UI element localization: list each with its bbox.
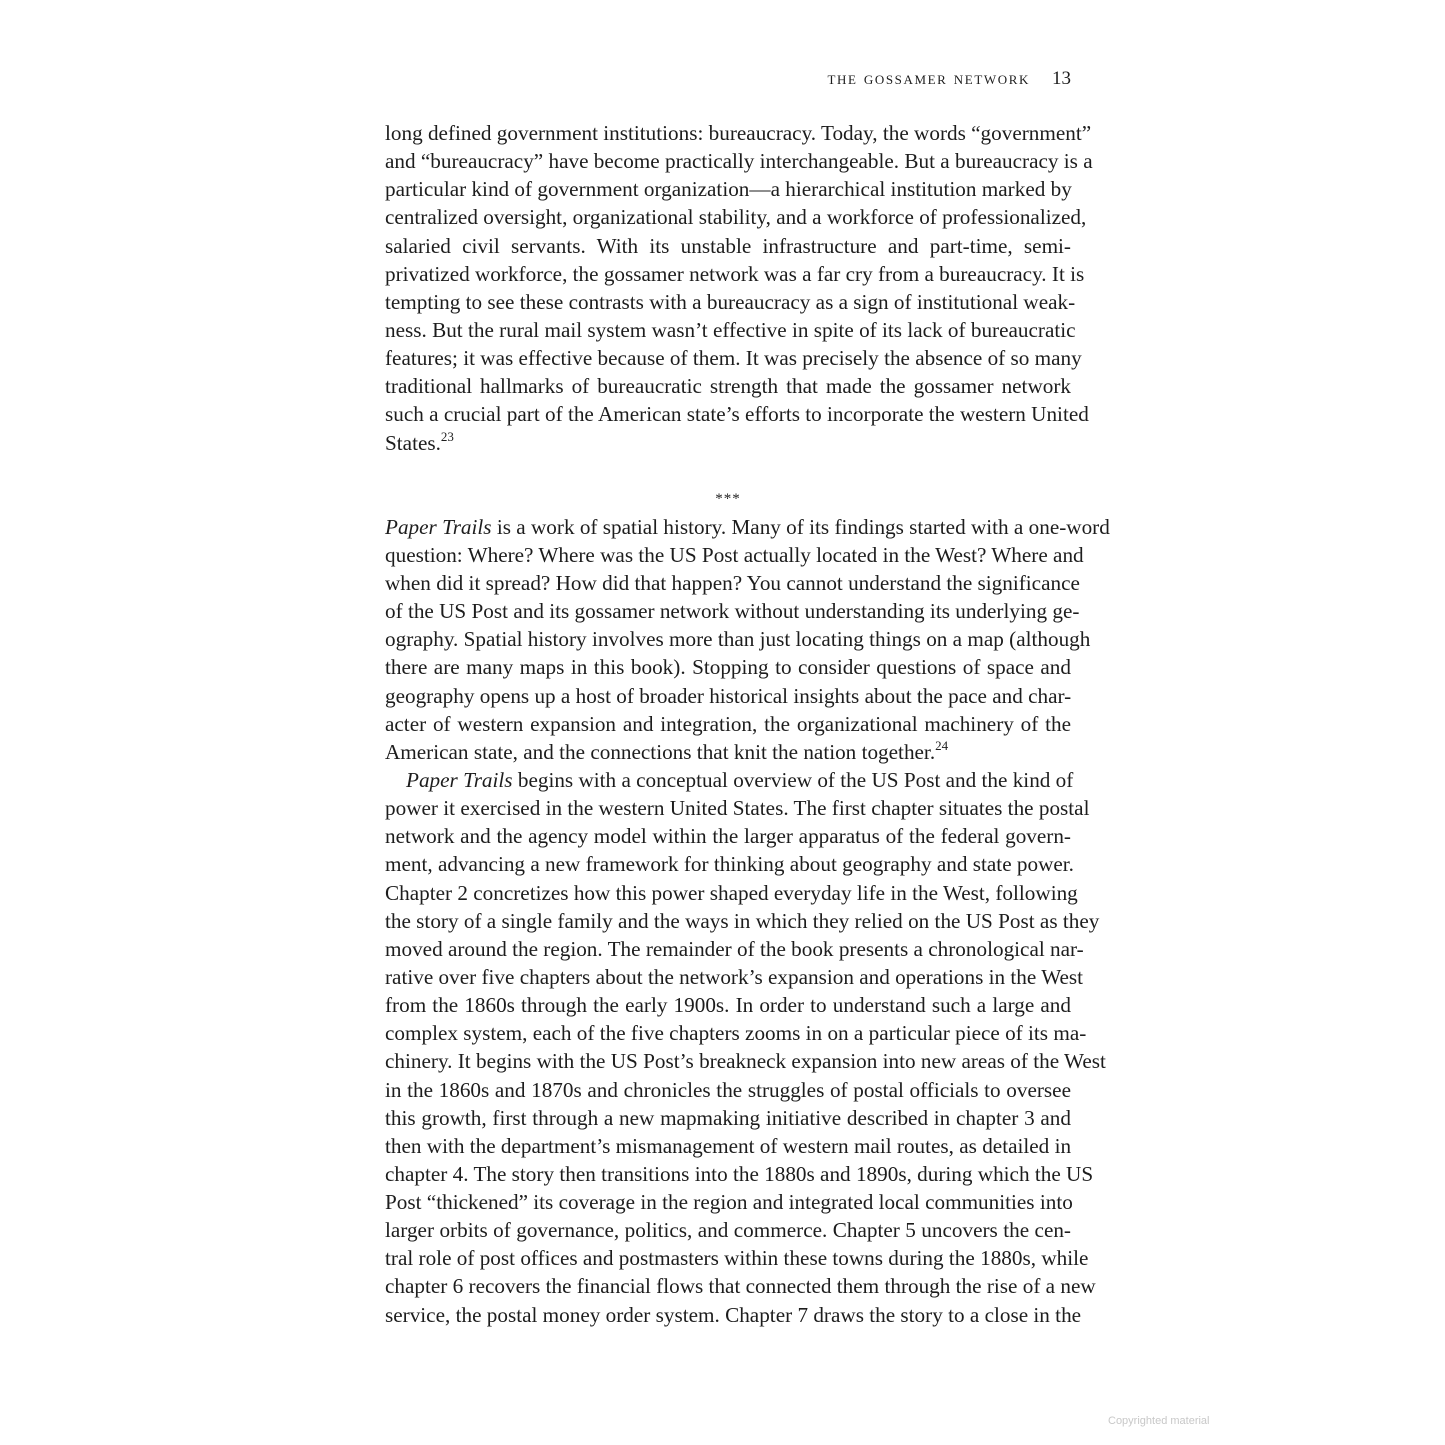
- text-line: [385, 850, 1074, 878]
- line-text: geography opens up a host of broader historical insights about the pace and char-: [385, 683, 1072, 708]
- line-text: ography. Spatial history involves more than just locating things on a map (although: [385, 627, 1091, 652]
- page-number: 13: [1052, 68, 1071, 89]
- text-line: [385, 794, 1090, 822]
- text-line: [385, 963, 1084, 991]
- text-line: tempting to see these contrasts with a bureaucracy as a sign of institutional weak-: [385, 289, 1076, 314]
- text-line: [385, 1019, 1087, 1047]
- text-line: [385, 1104, 1071, 1132]
- line-text: States.: [385, 430, 441, 455]
- paragraph-2: [385, 513, 1110, 766]
- line-text: tral role of post offices and postmasters within these towns during the 1880s, while: [385, 1246, 1089, 1271]
- line-text: of the US Post and its gossamer network without understanding its underlying ge-: [385, 599, 1080, 624]
- text-line: [385, 991, 1071, 1019]
- text-line: centralized oversight, organizational stability, and a workforce of professionalized,: [385, 205, 1087, 230]
- body-text: [385, 119, 1110, 1329]
- footnote-marker[interactable]: 23: [440, 428, 454, 444]
- line-text: complex system, each of the five chapters zooms in on a particular piece of its ma-: [385, 1021, 1087, 1046]
- text-line: [385, 822, 1071, 850]
- line-text: chapter 4. The story then transitions into the 1880s and 1890s, during which the US: [385, 1161, 1094, 1186]
- line-text: power it exercised in the western United States. The first chapter situates the postal: [385, 796, 1090, 821]
- line-text: begins with a conceptual overview of the US Post and the kind of: [512, 767, 1074, 792]
- text-line: [385, 429, 1071, 457]
- line-text: rative over five chapters about the network’s expansion and operations in the West: [385, 964, 1084, 989]
- copyright-watermark: Copyrighted material: [1108, 1415, 1210, 1427]
- text-line: [385, 710, 1071, 738]
- line-text: is a work of spatial history. Many of its findings started with a one-word: [491, 514, 1110, 539]
- line-text: larger orbits of governance, politics, and commerce. Chapter 5 uncovers the cen-: [385, 1218, 1071, 1243]
- text-line: privatized workforce, the gossamer network was a far cry from a bureaucracy. It is: [385, 261, 1085, 286]
- section-break: ***: [715, 490, 741, 507]
- text-line: [385, 625, 1091, 653]
- text-line: [385, 541, 1084, 569]
- text-line: [385, 1160, 1094, 1188]
- text-line: salaried civil servants. With its unstable infrastructure and part-time, semi-: [385, 233, 1071, 258]
- line-text: in the 1860s and 1870s and chronicles the struggles of postal officials to oversee: [385, 1077, 1071, 1102]
- line-text: this growth, first through a new mapmaking initiative described in chapter 3 and: [385, 1105, 1071, 1130]
- text-line: [385, 653, 1071, 681]
- text-line: particular kind of government organization—a hierarchical institution marked by: [385, 177, 1072, 202]
- line-text: then with the department’s mismanagement of western mail routes, as detailed in: [385, 1133, 1072, 1158]
- text-line: [385, 513, 1110, 541]
- line-text: chinery. It begins with the US Post’s breakneck expansion into new areas of the West: [385, 1049, 1106, 1074]
- paragraph-1: [385, 119, 1093, 457]
- line-text: question: Where? Where was the US Post actually located in the West? Where and: [385, 542, 1084, 567]
- running-head: [827, 68, 1071, 90]
- line-text: American state, and the connections that knit the nation together.: [385, 739, 936, 764]
- text-line: [385, 907, 1100, 935]
- text-line: ness. But the rural mail system wasn’t effective in spite of its lack of bureaucratic: [385, 317, 1076, 342]
- text-line: [385, 1047, 1106, 1075]
- text-line: [385, 597, 1080, 625]
- line-text: from the 1860s through the early 1900s. In order to understand such a large and: [385, 993, 1071, 1018]
- text-line: [385, 879, 1078, 907]
- text-line: [385, 682, 1071, 710]
- line-text: moved around the region. The remainder of the book presents a chronological nar-: [385, 936, 1084, 961]
- text-line: [385, 1132, 1071, 1160]
- text-line: [385, 1301, 1082, 1329]
- line-text: service, the postal money order system. Chapter 7 draws the story to a close in the: [385, 1302, 1082, 1327]
- line-text: chapter 6 recovers the financial flows that connected them through the rise of a new: [385, 1274, 1096, 1299]
- text-line: [385, 738, 1071, 766]
- text-line: and “bureaucracy” have become practically interchangeable. But a bureaucracy is a: [385, 149, 1093, 174]
- text-line: long defined government institutions: bureaucracy. Today, the words “government”: [385, 121, 1092, 145]
- text-line: [385, 1076, 1071, 1104]
- text-line: [385, 1272, 1096, 1300]
- text-line: [385, 935, 1084, 963]
- text-line: [385, 1188, 1071, 1216]
- running-title: the gossamer network: [827, 68, 1030, 89]
- line-text: when did it spread? How did that happen? You cannot understand the significance: [385, 570, 1080, 595]
- text-line: [385, 1244, 1089, 1272]
- book-title: Paper Trails: [385, 514, 492, 539]
- text-line: such a crucial part of the American state’s efforts to incorporate the western United: [385, 402, 1089, 427]
- line-text: there are many maps in this book). Stopping to consider questions of space and: [385, 655, 1071, 680]
- text-line: [385, 1216, 1071, 1244]
- text-line: features; it was effective because of them. It was precisely the absence of so many: [385, 346, 1082, 371]
- line-text: acter of western expansion and integration, the organizational machinery of the: [385, 711, 1071, 736]
- text-line: traditional hallmarks of bureaucratic strength that made the gossamer network: [385, 374, 1071, 399]
- text-line: [385, 569, 1080, 597]
- line-text: Chapter 2 concretizes how this power shaped everyday life in the West, following: [385, 880, 1078, 905]
- line-text: the story of a single family and the ways in which they relied on the US Post as they: [385, 908, 1100, 933]
- line-text: network and the agency model within the larger apparatus of the federal govern-: [385, 824, 1071, 849]
- footnote-marker[interactable]: 24: [935, 737, 949, 753]
- book-title: Paper Trails: [406, 767, 513, 792]
- paragraph-3: [385, 766, 1106, 1329]
- line-text: Post “thickened” its coverage in the region and integrated local communities into: [385, 1190, 1073, 1215]
- line-text: ment, advancing a new framework for thinking about geography and state power.: [385, 852, 1074, 877]
- text-line: [385, 766, 1074, 794]
